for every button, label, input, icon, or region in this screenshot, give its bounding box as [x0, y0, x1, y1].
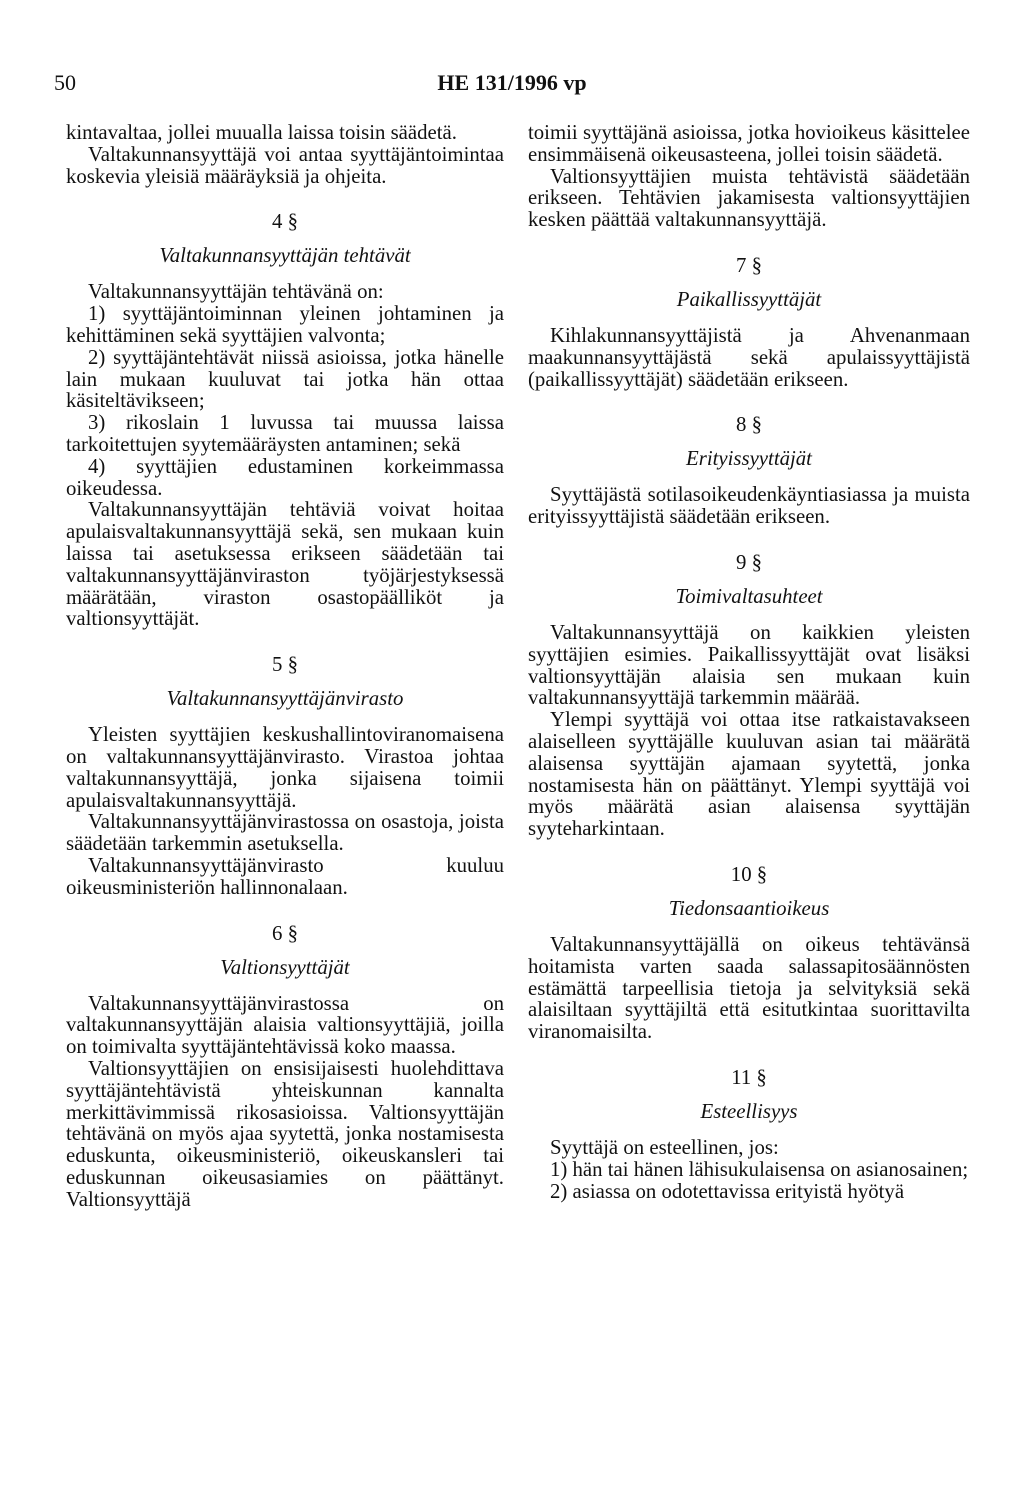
section-number: 5 § [272, 653, 298, 677]
paragraph: 1) hän tai hänen lähisukulaisensa on asianosainen; [550, 1157, 969, 1181]
right-column [528, 122, 970, 1202]
page-number: 50 [54, 70, 76, 95]
page-header [0, 70, 1024, 102]
section-number: 7 § [736, 253, 762, 277]
paragraph: 2) asiassa on odotettavissa erityistä hyötyä [550, 1179, 905, 1203]
section-8 [528, 412, 970, 528]
paragraph: Valtionsyyttäjien muista tehtävistä säädetään erikseen. Tehtävien jakamisesta valtionsyyttäjien kesken päättää valtakunnansyyttäjä. [528, 164, 970, 232]
paragraph: 3) rikoslain 1 luvussa tai muussa laissa tarkoitettujen syytemääräysten antaminen; sekä [66, 411, 504, 456]
paragraph: Valtakunnansyyttäjänvirasto kuuluu oikeusministeriön hallinnonalaan. [66, 853, 504, 899]
paragraph: 4) syyttäjien edustaminen korkeimmassa oikeudessa. [66, 454, 504, 500]
paragraph: Valtakunnansyyttäjä on kaikkien yleisten syyttäjien esimies. Paikallissyyttäjät ovat lisäksi valtionsyyttäjän alaisia sen mukaan kuin valtakunnansyyttäjä tarkemmin määrää. [528, 620, 970, 710]
section-9 [528, 550, 970, 840]
section-title: Valtakunnansyyttäjän tehtävät [159, 244, 411, 268]
section-title: Toimivaltasuhteet [675, 584, 823, 608]
section-10 [528, 862, 970, 1043]
section-title: Paikallissyyttäjät [676, 287, 822, 311]
section-4 [66, 209, 504, 630]
paragraph: Kihlakunnansyyttäjistä ja Ahvenanmaan maakunnansyyttäjästä sekä apulaissyyttäjistä (paikallissyyttäjät) säädetään erikseen. [528, 323, 970, 391]
paragraph: Valtakunnansyyttäjällä on oikeus tehtävänsä hoitamista varten saada salassapitosäännösten estämättä tarpeellisia tietoja ja selvityksiä sekä alaisiltaan syyttäjiltä että esitutkintaa suorittavilta viranomaisilta. [528, 932, 970, 1044]
paragraph: 2) syyttäjäntehtävät niissä asioissa, jotka hänelle lain mukaan kuuluvat tai jotka hän ottaa käsiteltävikseen; [66, 345, 504, 413]
section-number: 8 § [736, 413, 762, 437]
section-title: Valtionsyyttäjät [220, 955, 350, 979]
paragraph: Valtakunnansyyttäjänvirastossa on valtakunnansyyttäjän alaisia valtionsyyttäjiä, joilla on toimivalta syyttäjäntehtävissä koko maassa. [66, 991, 504, 1059]
section-number: 9 § [736, 550, 762, 574]
paragraph: Valtakunnansyyttäjän tehtäviä voivat hoitaa apulaisvaltakunnansyyttäjä sekä, sen mukaan kuin laissa tai asetuksessa erikseen säädetään tai valtakunnansyyttäjänviraston työjärjestyksessä määrätään, viraston osastopäälliköt ja valtionsyyttäjät. [66, 498, 504, 631]
section-title: Esteellisyys [700, 1099, 798, 1123]
paragraph: Valtakunnansyyttäjän tehtävänä on: [88, 280, 384, 304]
section-11 [528, 1065, 970, 1202]
section-title: Valtakunnansyyttäjänvirasto [166, 687, 404, 711]
running-title: HE 131/1996 vp [437, 70, 587, 95]
paragraph: Yleisten syyttäjien keskushallintoviranomaisena on valtakunnansyyttäjänvirasto. Virastoa johtaa valtakunnansyyttäjä, jonka sijaisena toimii apulaisvaltakunnansyyttäjä. [66, 723, 504, 812]
paragraph: Valtakunnansyyttäjänvirastossa on osastoja, joista säädetään tarkemmin asetuksella. [66, 810, 504, 856]
section-number: 11 § [731, 1065, 767, 1089]
paragraph: Valtionsyyttäjien on ensisijaisesti huolehdittava syyttäjäntehtävistä yhteiskunnan kannalta merkittävimmissä rikosasioissa. Valtionsyyttäjän tehtävänä on myös ajaa syytettä, jonka nostamisesta eduskunta, oikeusministeriö, oikeuskansleri tai eduskunnan oikeusasiamies on päättänyt. Valtionsyyttäjä [66, 1056, 504, 1211]
paragraph: 1) syyttäjäntoiminnan yleinen johtaminen ja kehittäminen sekä syyttäjien valvonta; [66, 302, 504, 347]
paragraph: Syyttäjä on esteellinen, jos: [550, 1135, 779, 1159]
left-column [66, 122, 504, 1210]
paragraph: toimii syyttäjänä asioissa, jotka hovioikeus käsittelee ensimmäisenä oikeusasteena, jollei toisin säädetä. [528, 121, 970, 166]
section-title: Tiedonsaantioikeus [668, 896, 830, 920]
paragraph: Ylempi syyttäjä voi ottaa itse ratkaistavakseen alaiselleen syyttäjälle kuuluvan asian tai määrätä alaisensa syyttäjän ajamaan syytettä, jonka nostamisesta hän on päättänyt. Ylempi syyttäjä voi myös määrätä asian alaisensa syyttäjän syyteharkintaan. [528, 708, 970, 841]
section-number: 10 § [730, 862, 768, 886]
paragraph: Valtakunnansyyttäjä voi antaa syyttäjäntoimintaa koskevia yleisiä määräyksiä ja ohjeita. [66, 142, 504, 188]
section-number: 6 § [272, 921, 298, 945]
paragraph: kintavaltaa, jollei muualla laissa toisin säädetä. [66, 121, 457, 144]
section-7 [528, 253, 970, 390]
section-number: 4 § [272, 210, 298, 234]
section-6 [66, 921, 504, 1211]
section-5 [66, 652, 504, 898]
paragraph: Syyttäjästä sotilasoikeudenkäyntiasiassa ja muista erityissyyttäjistä säädetään erikseen. [528, 483, 970, 529]
section-title: Erityissyyttäjät [686, 447, 812, 471]
